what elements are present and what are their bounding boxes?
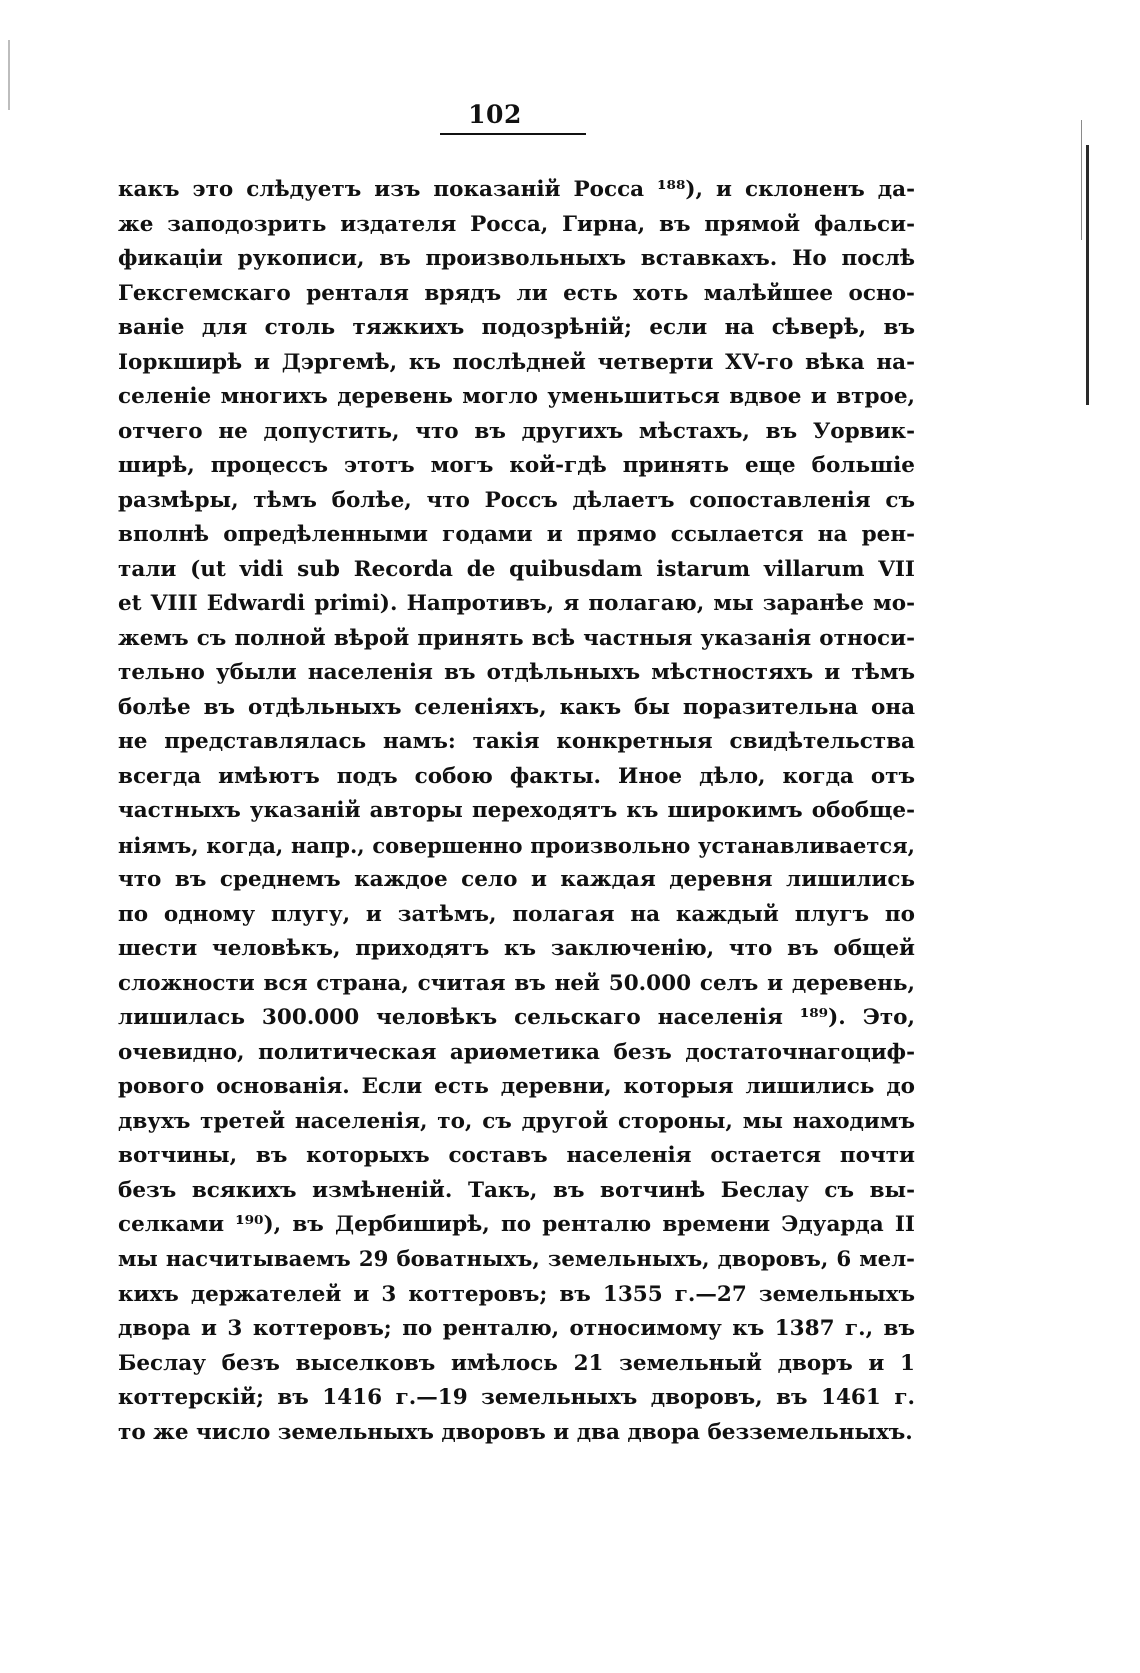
text-line: вполнѣ опредѣленными годами и прямо ссылается на рен- <box>118 522 915 548</box>
page-number-rule <box>440 133 586 135</box>
text-line: какъ это слѣдуетъ изъ показаній Росса ¹⁸⁸), и склоненъ да- <box>118 177 915 202</box>
text-line: мы насчитываемъ 29 боватныхъ, земельныхъ, дворовъ, 6 мел- <box>118 1246 915 1272</box>
page-number: 102 <box>468 100 522 129</box>
text-line: не представлялась намъ: такія конкретныя свидѣтельства <box>118 729 915 755</box>
text-line: вотчины, въ которыхъ составъ населенія остается почти <box>118 1143 915 1169</box>
text-line: жемъ съ полной вѣрой принять всѣ частныя указанія относи- <box>118 625 915 651</box>
text-line: ширѣ, процессъ этотъ могъ кой-гдѣ принять еще большіе <box>118 453 915 479</box>
text-line: кихъ держателей и 3 коттеровъ; въ 1355 г.—27 земельныхъ <box>118 1281 915 1307</box>
text-line: по одному плугу, и затѣмъ, полагая на каждый плугъ по <box>118 901 915 927</box>
text-line: болѣе въ отдѣльныхъ селеніяхъ, какъ бы поразительна она <box>118 694 915 720</box>
text-line: всегда имѣютъ подъ собою факты. Иное дѣло, когда отъ <box>118 763 915 789</box>
text-line: же заподозрить издателя Росса, Гирна, въ прямой фальси- <box>118 211 915 237</box>
text-line: отчего не допустить, что въ другихъ мѣстахъ, въ Уорвик- <box>118 418 915 444</box>
text-line: тельно убыли населенія въ отдѣльныхъ мѣстностяхъ и тѣмъ <box>118 660 915 686</box>
text-line: очевидно, политическая ариѳметика безъ достаточнагоциф- <box>118 1039 915 1065</box>
text-line: Беслау безъ выселковъ имѣлось 21 земельный дворъ и 1 <box>118 1350 915 1376</box>
text-line: фикаціи рукописи, въ произвольныхъ вставкахъ. Но послѣ <box>118 246 915 272</box>
text-line: двора и 3 коттеровъ; по ренталю, относимому къ 1387 г., въ <box>118 1316 915 1342</box>
text-line: частныхъ указаній авторы переходятъ къ широкимъ обобще- <box>118 798 915 824</box>
text-line: лишилась 300.000 человѣкъ сельскаго населенія ¹⁸⁹). Это, <box>118 1005 915 1031</box>
text-line: сложности вся страна, считая въ ней 50.000 селъ и деревень, <box>118 970 915 996</box>
scan-edge-mark <box>1086 145 1089 405</box>
text-line: коттерскій; въ 1416 г.—19 земельныхъ дворовъ, въ 1461 г. <box>118 1385 915 1411</box>
text-line: Гексгемскаго ренталя врядъ ли есть хоть малѣйшее осно- <box>118 280 915 306</box>
scan-edge-mark <box>8 40 10 110</box>
text-line: то же число земельныхъ дворовъ и два двора безземельныхъ. <box>118 1419 913 1445</box>
text-line: двухъ третей населенія, то, съ другой стороны, мы находимъ <box>118 1108 915 1134</box>
body-text <box>118 173 915 1450</box>
text-line: безъ всякихъ измѣненій. Такъ, въ вотчинѣ Беслау съ вы- <box>118 1177 915 1203</box>
text-line: et VIII Edwardi primi). Напротивъ, я полагаю, мы заранѣе мо- <box>118 591 915 617</box>
text-line: тали (ut vidi sub Recorda de quibusdam istarum villarum VII <box>118 556 915 582</box>
text-line: селеніе многихъ деревень могло уменьшиться вдвое и втрое, <box>118 384 915 410</box>
text-line: ніямъ, когда, напр., совершенно произвольно устанавливается, <box>118 832 915 858</box>
text-line: ваніе для столь тяжкихъ подозрѣній; если на сѣверѣ, въ <box>118 315 915 341</box>
text-line: рового основанія. Если есть деревни, которыя лишились до <box>118 1074 915 1100</box>
text-line: шести человѣкъ, приходятъ къ заключенію, что въ общей <box>118 936 915 962</box>
scan-edge-mark <box>1081 120 1082 240</box>
text-line: что въ среднемъ каждое село и каждая деревня лишились <box>118 867 915 893</box>
text-line: размѣры, тѣмъ болѣе, что Россъ дѣлаетъ сопоставленія съ <box>118 487 915 513</box>
text-line: селками ¹⁹⁰), въ Дербиширѣ, по ренталю времени Эдуарда II <box>118 1212 915 1238</box>
text-line: Іоркширѣ и Дэргемѣ, къ послѣдней четверти XV-го вѣка на- <box>118 349 915 375</box>
